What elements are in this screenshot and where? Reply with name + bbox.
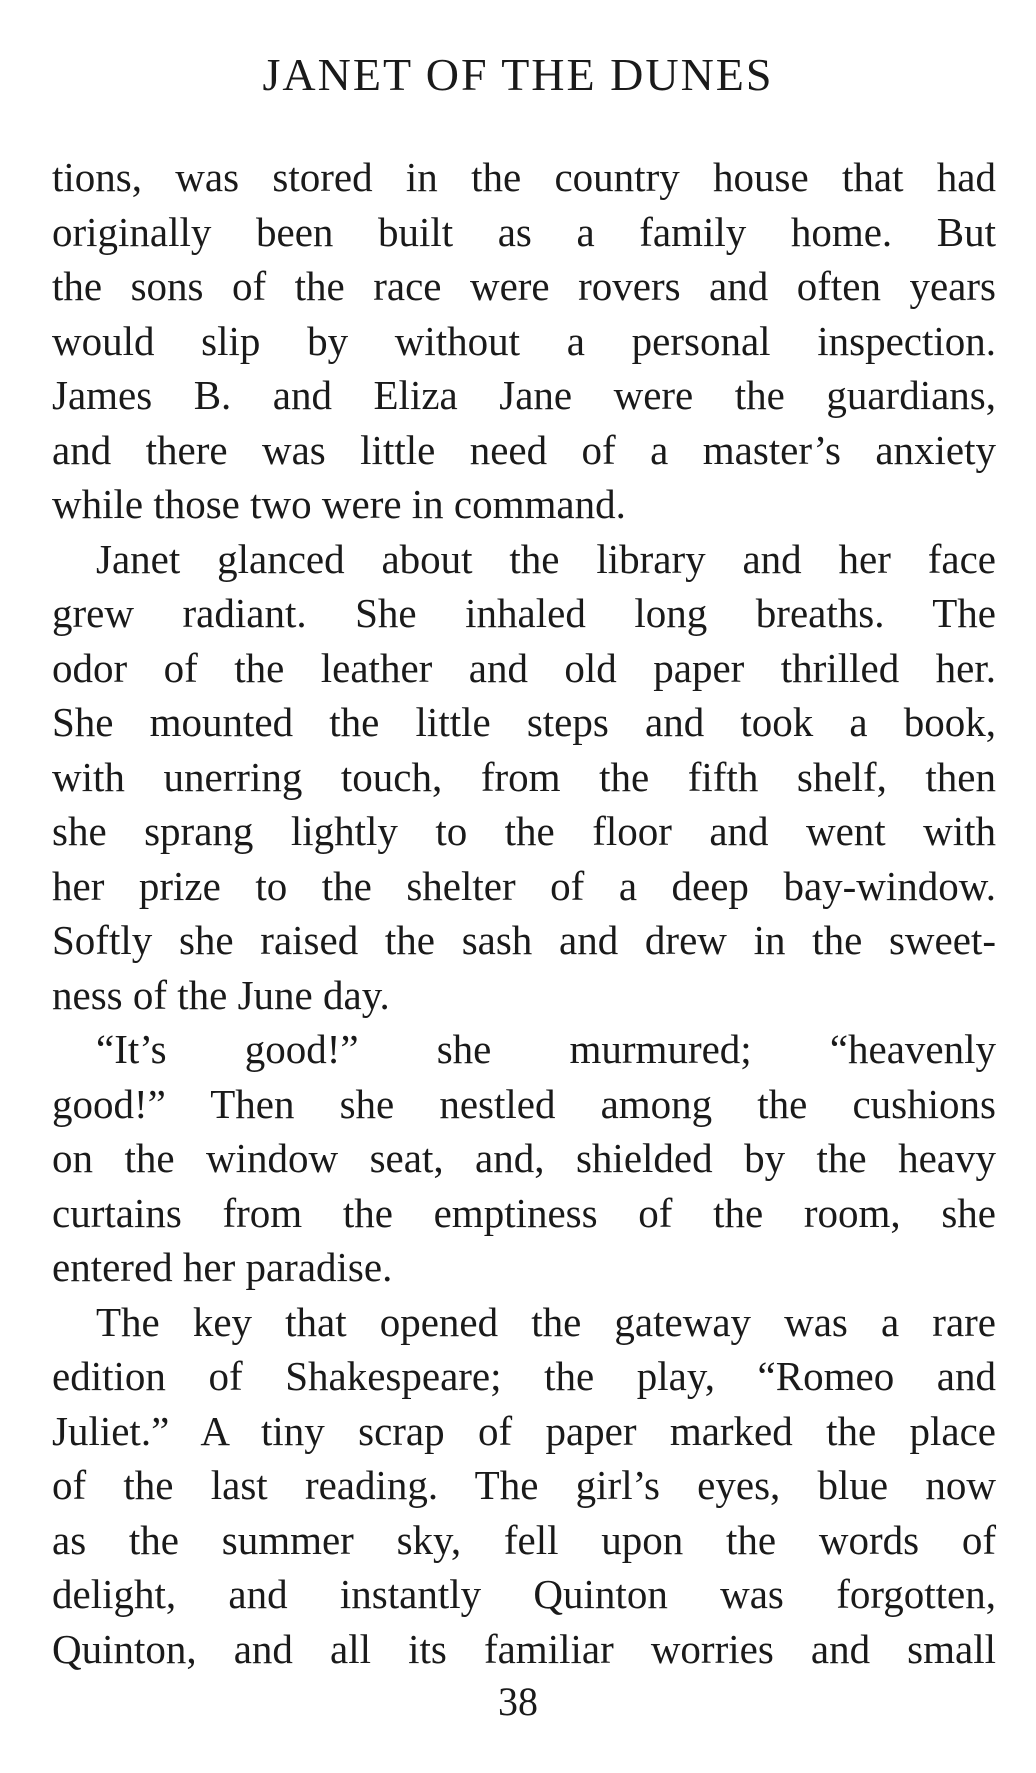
- page-number: 38: [498, 1679, 538, 1724]
- text-line: she sprang lightly to the floor and went with: [52, 808, 996, 854]
- text-line: of the last reading. The girl’s eyes, blue now: [52, 1462, 996, 1508]
- running-head: JANET OF THE DUNES: [262, 49, 774, 100]
- text-line: tions, was stored in the country house that had: [52, 154, 996, 200]
- text-line: and there was little need of a master’s anxiety: [52, 426, 996, 473]
- text-line: Janet glanced about the library and her face: [96, 535, 996, 582]
- text-line: Quinton, and all its familiar worries and small: [52, 1625, 996, 1672]
- text-line: good!” Then she nestled among the cushions: [52, 1080, 996, 1127]
- text-line: grew radiant. She inhaled long breaths. The: [52, 590, 996, 636]
- text-line: the sons of the race were rovers and often years: [52, 263, 996, 309]
- text-line: edition of Shakespeare; the play, “Romeo and: [52, 1353, 996, 1399]
- paragraph-2: [52, 532, 996, 1023]
- text-line: on the window seat, and, shielded by the heavy: [52, 1135, 996, 1181]
- text-line: her prize to the shelter of a deep bay-window.: [52, 862, 996, 909]
- text-line: James B. and Eliza Jane were the guardians,: [52, 372, 996, 418]
- text-line: as the summer sky, fell upon the words of: [52, 1516, 996, 1563]
- text-line: with unerring touch, from the fifth shelf, then: [52, 753, 996, 800]
- paragraph-3: [52, 1022, 996, 1295]
- text-line: The key that opened the gateway was a rare: [96, 1298, 996, 1345]
- text-line: curtains from the emptiness of the room, she: [52, 1189, 996, 1236]
- text-line: while those two were in command.: [52, 481, 626, 527]
- text-line: Softly she raised the sash and drew in the sweet-: [52, 917, 996, 963]
- paragraph-1: [52, 150, 996, 532]
- paragraph-4: [52, 1295, 996, 1677]
- text-line: odor of the leather and old paper thrilled her.: [52, 644, 996, 691]
- text-line: would slip by without a personal inspection.: [52, 317, 996, 364]
- body-text: [52, 150, 996, 1676]
- text-line: delight, and instantly Quinton was forgotten,: [52, 1571, 996, 1617]
- text-line: entered her paradise.: [52, 1244, 393, 1290]
- text-line: Juliet.” A tiny scrap of paper marked the place: [52, 1407, 996, 1454]
- text-line: originally been built as a family home. But: [52, 208, 996, 255]
- text-line: She mounted the little steps and took a book,: [52, 699, 996, 745]
- text-line: ness of the June day.: [52, 971, 390, 1018]
- text-line: “It’s good!” she murmured; “heavenly: [96, 1026, 996, 1072]
